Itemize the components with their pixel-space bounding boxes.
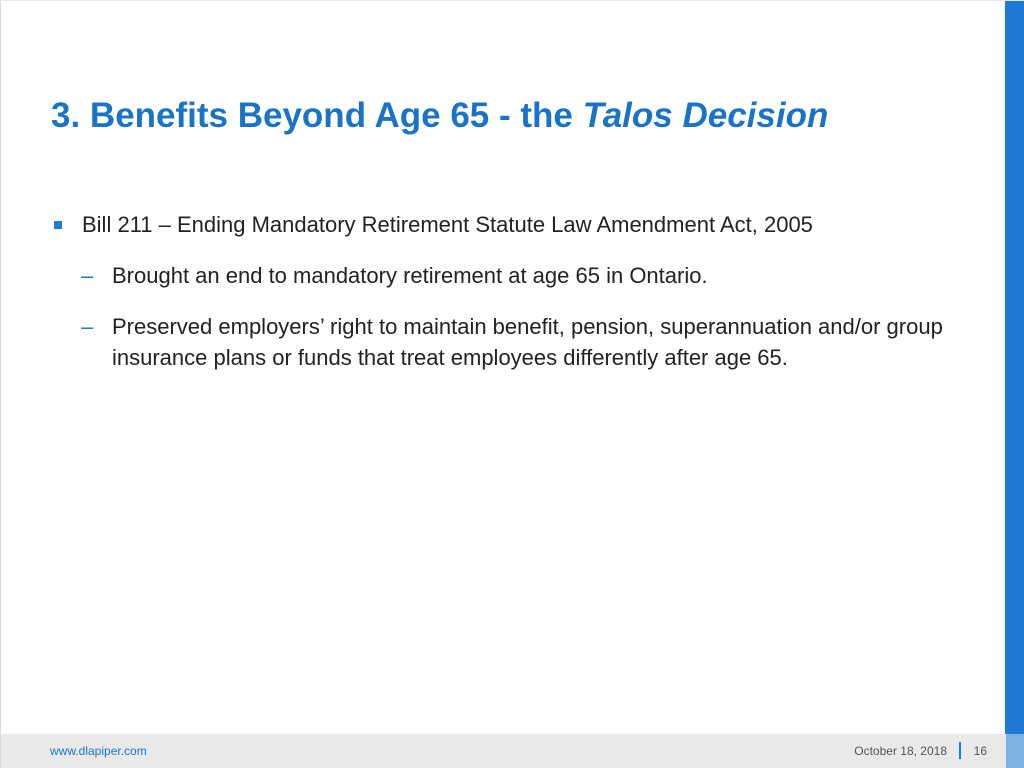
footer-accent-block <box>1006 734 1024 768</box>
footer-url-link[interactable]: www.dlapiper.com <box>50 744 147 758</box>
footer-separator <box>959 742 961 759</box>
page-number: 16 <box>973 744 987 758</box>
sub-bullet-text: Preserved employers’ right to maintain benefit, pension, superannuation and/or group insurance plans or funds that treat employees differently after age 65. <box>112 314 943 370</box>
title-emphasis-text: Talos Decision <box>582 96 829 135</box>
slide-title <box>51 94 828 138</box>
bullet-item <box>51 209 981 240</box>
dash-bullet-icon: – <box>81 314 94 339</box>
sub-bullet-item <box>51 260 972 291</box>
slide-content <box>51 209 981 373</box>
slide-footer <box>1 734 1024 768</box>
sub-bullet-text: Brought an end to mandatory retirement at age 65 in Ontario. <box>112 263 708 288</box>
dash-bullet-icon: – <box>81 263 94 288</box>
sub-bullet-item <box>51 311 972 373</box>
square-bullet-icon <box>54 221 62 229</box>
bullet-text: Bill 211 – Ending Mandatory Retirement Statute Law Amendment Act, 2005 <box>82 212 813 237</box>
title-main-text: 3. Benefits Beyond Age 65 - the <box>51 96 583 135</box>
right-accent-bar <box>1005 1 1024 735</box>
footer-date: October 18, 2018 <box>854 744 947 758</box>
